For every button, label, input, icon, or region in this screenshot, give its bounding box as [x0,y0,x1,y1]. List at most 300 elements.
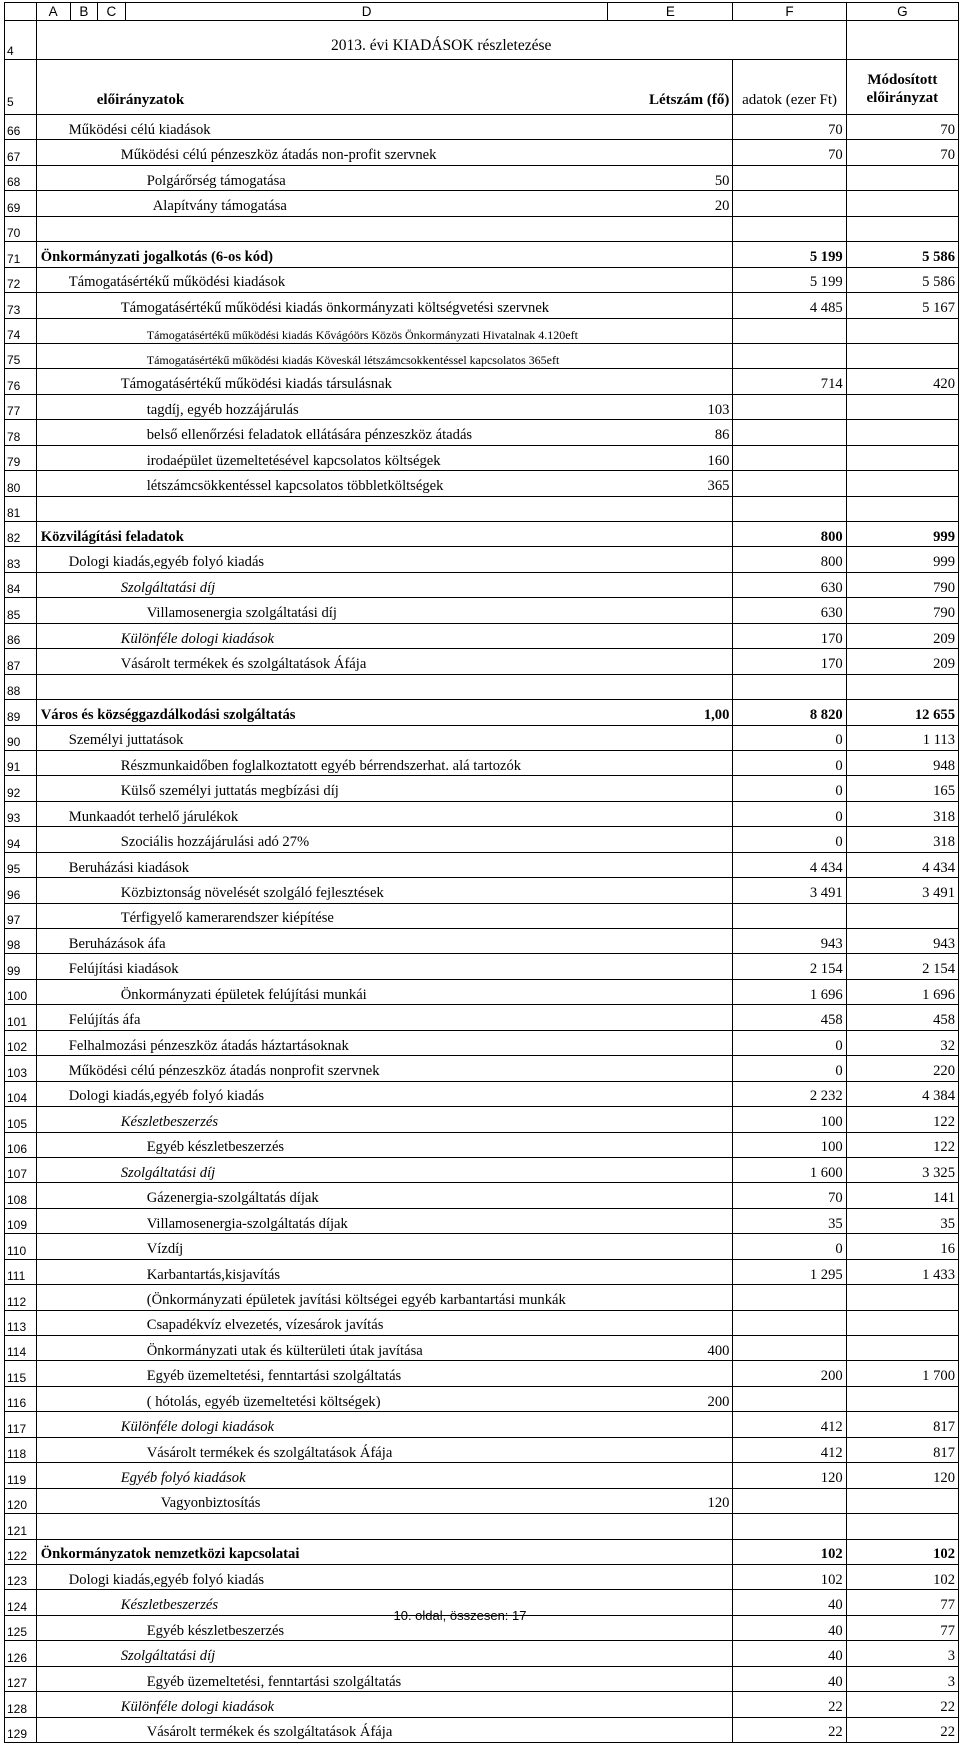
cell-adatok[interactable]: 1 600 [733,1157,846,1182]
cell-adatok[interactable] [733,1514,846,1539]
row-label[interactable]: ( hótolás, egyéb üzemeltetési költségek) [36,1386,608,1411]
cell-letszam[interactable] [608,598,733,623]
row-number[interactable]: 111 [5,1259,37,1284]
row-label[interactable]: Dologi kiadás,egyéb folyó kiadás [36,1081,608,1106]
cell-adatok[interactable]: 0 [733,827,846,852]
row-number[interactable]: 70 [5,216,37,241]
row-number[interactable]: 4 [5,21,37,60]
cell-adatok[interactable]: 5 199 [733,267,846,292]
cell-adatok[interactable]: 40 [733,1615,846,1640]
row-label[interactable]: Munkaadót terhelő járulékok [36,801,608,826]
row-label[interactable]: Készletbeszerzés [36,1590,608,1615]
cell-adatok[interactable]: 0 [733,1030,846,1055]
cell-modositott[interactable] [846,216,958,241]
cell-adatok[interactable]: 458 [733,1005,846,1030]
row-label[interactable]: Önkormányzati épületek felújítási munkái [36,979,608,1004]
cell-letszam[interactable] [608,1081,733,1106]
row-number[interactable]: 102 [5,1030,37,1055]
cell-letszam[interactable] [608,903,733,928]
row-number[interactable]: 117 [5,1412,37,1437]
cell-letszam[interactable] [608,216,733,241]
cell-modositott[interactable]: 102 [846,1564,958,1589]
row-number[interactable]: 114 [5,1336,37,1361]
cell-modositott[interactable]: 5 586 [846,267,958,292]
row-label[interactable]: Személyi juttatások [36,725,608,750]
row-label[interactable]: Önkormányzati utak és külterületi útak javítása [36,1336,608,1361]
row-number[interactable]: 81 [5,496,37,521]
row-label[interactable]: Egyéb folyó kiadások [36,1463,608,1488]
cell-letszam[interactable]: 20 [608,191,733,216]
row-label[interactable]: Támogatásértékű működési kiadás önkormányzati költségvetési szervnek [36,293,608,318]
row-label[interactable]: Szolgáltatási díj [36,572,608,597]
row-label[interactable]: Önkormányzatok nemzetközi kapcsolatai [36,1539,608,1564]
row-number[interactable]: 73 [5,293,37,318]
cell-letszam[interactable] [608,242,733,267]
cell-adatok[interactable]: 800 [733,522,846,547]
cell-modositott[interactable]: 948 [846,750,958,775]
cell-adatok[interactable] [733,394,846,419]
cell-modositott[interactable]: 70 [846,115,958,140]
cell-letszam[interactable] [608,1717,733,1742]
cell-adatok[interactable]: 102 [733,1539,846,1564]
row-label[interactable]: Működési célú pénzeszköz átadás non-profit szervnek [36,140,608,165]
row-label[interactable]: Felújítás áfa [36,1005,608,1030]
cell-letszam[interactable] [608,1437,733,1462]
row-label[interactable]: Alapítvány támogatása [36,191,608,216]
cell-letszam[interactable] [608,1514,733,1539]
cell-modositott[interactable]: 318 [846,801,958,826]
row-label[interactable]: (Önkormányzati épületek javítási költségei egyéb karbantartási munkák [36,1285,608,1310]
cell-modositott[interactable]: 35 [846,1208,958,1233]
row-number[interactable]: 96 [5,878,37,903]
row-number[interactable]: 80 [5,471,37,496]
cell-letszam[interactable] [608,140,733,165]
cell-letszam[interactable] [608,572,733,597]
row-label[interactable]: tagdíj, egyéb hozzájárulás [36,394,608,419]
cell-modositott[interactable]: 5 167 [846,293,958,318]
cell-adatok[interactable]: 0 [733,1234,846,1259]
row-number[interactable]: 101 [5,1005,37,1030]
row-number[interactable]: 122 [5,1539,37,1564]
cell-modositott[interactable] [846,1336,958,1361]
cell-modositott[interactable]: 22 [846,1692,958,1717]
cell-letszam[interactable] [608,522,733,547]
cell-adatok[interactable] [733,318,846,343]
cell-modositott[interactable]: 790 [846,598,958,623]
cell-modositott[interactable]: 102 [846,1539,958,1564]
row-number[interactable]: 67 [5,140,37,165]
row-label[interactable]: Önkormányzati jogalkotás (6-os kód) [36,242,608,267]
cell-modositott[interactable] [846,1514,958,1539]
cell-letszam[interactable] [608,1361,733,1386]
column-header-a[interactable]: A [36,3,70,21]
cell-letszam[interactable]: 1,00 [608,700,733,725]
cell-modositott[interactable]: 3 491 [846,878,958,903]
row-label[interactable]: Támogatásértékű működési kiadás társulásnak [36,369,608,394]
cell-adatok[interactable]: 714 [733,369,846,394]
row-label[interactable]: Különféle dologi kiadások [36,1412,608,1437]
cell-adatok[interactable]: 22 [733,1692,846,1717]
row-number[interactable]: 121 [5,1514,37,1539]
cell-adatok[interactable] [733,420,846,445]
cell-adatok[interactable]: 630 [733,598,846,623]
cell-letszam[interactable]: 120 [608,1488,733,1513]
cell-adatok[interactable] [733,471,846,496]
row-label[interactable] [36,216,608,241]
cell-modositott[interactable] [846,445,958,470]
row-number[interactable]: 82 [5,522,37,547]
cell-letszam[interactable]: 103 [608,394,733,419]
cell-letszam[interactable] [608,293,733,318]
cell-adatok[interactable]: 8 820 [733,700,846,725]
row-label[interactable]: Külső személyi juttatás megbízási díj [36,776,608,801]
cell-letszam[interactable]: 50 [608,165,733,190]
cell-modositott[interactable]: 4 434 [846,852,958,877]
row-number[interactable]: 124 [5,1590,37,1615]
cell-adatok[interactable]: 5 199 [733,242,846,267]
cell-letszam[interactable]: 86 [608,420,733,445]
cell-adatok[interactable]: 2 232 [733,1081,846,1106]
cell-letszam[interactable]: 200 [608,1386,733,1411]
cell-letszam[interactable] [608,827,733,852]
cell-modositott[interactable]: 5 586 [846,242,958,267]
cell-modositott[interactable] [846,394,958,419]
cell-adatok[interactable]: 1 295 [733,1259,846,1284]
row-number[interactable]: 71 [5,242,37,267]
row-label[interactable]: Egyéb készletbeszerzés [36,1132,608,1157]
row-number[interactable]: 87 [5,649,37,674]
cell-adatok[interactable]: 70 [733,1183,846,1208]
cell-modositott[interactable] [846,318,958,343]
row-label[interactable]: Villamosenergia-szolgáltatás díjak [36,1208,608,1233]
cell-letszam[interactable] [608,1463,733,1488]
row-label[interactable]: Dologi kiadás,egyéb folyó kiadás [36,1564,608,1589]
row-label[interactable]: Szociális hozzájárulási adó 27% [36,827,608,852]
cell-modositott[interactable]: 12 655 [846,700,958,725]
cell-letszam[interactable] [608,1412,733,1437]
column-header-g[interactable]: G [846,3,958,21]
row-number[interactable]: 79 [5,445,37,470]
cell-modositott[interactable]: 943 [846,929,958,954]
cell-adatok[interactable]: 70 [733,115,846,140]
cell-letszam[interactable] [608,1641,733,1666]
row-number[interactable]: 93 [5,801,37,826]
row-label[interactable]: Különféle dologi kiadások [36,623,608,648]
row-number[interactable]: 128 [5,1692,37,1717]
cell-adatok[interactable]: 40 [733,1590,846,1615]
cell-adatok[interactable]: 4 485 [733,293,846,318]
cell-modositott[interactable] [846,496,958,521]
cell-letszam[interactable] [608,1056,733,1081]
row-number[interactable]: 88 [5,674,37,699]
row-label[interactable]: Támogatásértékű működési kiadások [36,267,608,292]
row-label[interactable]: Támogatásértékű működési kiadás Köveskál létszámcsokkentéssel kapcsolatos 365eft [36,343,608,368]
cell-adatok[interactable]: 70 [733,140,846,165]
row-label[interactable]: Gázenergia-szolgáltatás díjak [36,1183,608,1208]
column-header-e[interactable]: E [608,3,733,21]
cell-modositott[interactable]: 458 [846,1005,958,1030]
cell-adatok[interactable]: 4 434 [733,852,846,877]
cell-modositott[interactable] [846,1310,958,1335]
cell-modositott[interactable]: 3 [846,1641,958,1666]
row-number[interactable]: 109 [5,1208,37,1233]
cell-letszam[interactable] [608,115,733,140]
row-label[interactable]: Támogatásértékű működési kiadás Kővágóörs Közös Önkormányzati Hivatalnak 4.120eft [36,318,608,343]
cell-letszam[interactable] [608,1132,733,1157]
row-label[interactable] [36,496,608,521]
row-label[interactable]: Közbiztonság növelését szolgáló fejlesztések [36,878,608,903]
cell-adatok[interactable] [733,1386,846,1411]
cell-adatok[interactable]: 102 [733,1564,846,1589]
cell-modositott[interactable]: 1 433 [846,1259,958,1284]
row-number[interactable]: 89 [5,700,37,725]
row-number[interactable]: 68 [5,165,37,190]
cell-modositott[interactable]: 1 113 [846,725,958,750]
cell-adatok[interactable]: 40 [733,1641,846,1666]
cell-modositott[interactable]: 141 [846,1183,958,1208]
cell-letszam[interactable] [608,878,733,903]
cell-letszam[interactable] [608,674,733,699]
cell-modositott[interactable] [846,1488,958,1513]
column-header-d[interactable]: D [125,3,608,21]
row-label[interactable]: Működési célú pénzeszköz átadás nonprofit szervnek [36,1056,608,1081]
row-label[interactable]: Beruházási kiadások [36,852,608,877]
row-number[interactable]: 115 [5,1361,37,1386]
row-label[interactable]: Készletbeszerzés [36,1107,608,1132]
cell-modositott[interactable]: 77 [846,1615,958,1640]
cell-modositott[interactable]: 122 [846,1132,958,1157]
cell-letszam[interactable] [608,496,733,521]
cell-modositott[interactable]: 1 696 [846,979,958,1004]
cell-letszam[interactable] [608,1692,733,1717]
row-number[interactable]: 92 [5,776,37,801]
cell-adatok[interactable]: 200 [733,1361,846,1386]
row-number[interactable]: 123 [5,1564,37,1589]
cell-letszam[interactable] [608,267,733,292]
row-number[interactable]: 107 [5,1157,37,1182]
cell-modositott[interactable]: 32 [846,1030,958,1055]
row-label[interactable]: Vásárolt termékek és szolgáltatások Áfája [36,1717,608,1742]
row-number[interactable]: 97 [5,903,37,928]
cell-modositott[interactable] [846,420,958,445]
row-number[interactable]: 125 [5,1615,37,1640]
cell-modositott[interactable]: 790 [846,572,958,597]
row-label[interactable]: Város és községgazdálkodási szolgáltatás [36,700,608,725]
row-number[interactable]: 118 [5,1437,37,1462]
row-number[interactable]: 100 [5,979,37,1004]
cell-modositott[interactable]: 120 [846,1463,958,1488]
cell-modositott[interactable]: 999 [846,522,958,547]
cell-letszam[interactable] [608,776,733,801]
cell-letszam[interactable] [608,343,733,368]
column-header-f[interactable]: F [733,3,846,21]
cell-modositott[interactable]: 999 [846,547,958,572]
cell-modositott[interactable]: 420 [846,369,958,394]
row-number[interactable]: 75 [5,343,37,368]
cell-modositott[interactable]: 16 [846,1234,958,1259]
row-number[interactable]: 91 [5,750,37,775]
row-number[interactable]: 74 [5,318,37,343]
cell-letszam[interactable] [608,1030,733,1055]
cell-modositott[interactable]: 817 [846,1437,958,1462]
cell-letszam[interactable] [608,318,733,343]
row-label[interactable]: Egyéb üzemeltetési, fenntartási szolgáltatás [36,1361,608,1386]
cell-modositott[interactable] [846,165,958,190]
cell-letszam[interactable] [608,1005,733,1030]
row-number[interactable]: 83 [5,547,37,572]
cell-modositott[interactable] [846,1285,958,1310]
cell-adatok[interactable] [733,1310,846,1335]
cell-adatok[interactable]: 800 [733,547,846,572]
cell-modositott[interactable]: 165 [846,776,958,801]
cell-adatok[interactable]: 35 [733,1208,846,1233]
row-label[interactable]: Beruházások áfa [36,929,608,954]
row-number[interactable]: 5 [5,60,37,115]
cell-letszam[interactable] [608,1666,733,1691]
cell-adatok[interactable]: 412 [733,1437,846,1462]
row-label[interactable]: Felújítási kiadások [36,954,608,979]
cell-adatok[interactable]: 412 [733,1412,846,1437]
cell-adatok[interactable] [733,674,846,699]
cell-modositott[interactable]: 70 [846,140,958,165]
row-number[interactable]: 129 [5,1717,37,1742]
row-label[interactable]: Vízdíj [36,1234,608,1259]
cell-letszam[interactable] [608,954,733,979]
row-label[interactable]: Csapadékvíz elvezetés, vízesárok javítás [36,1310,608,1335]
row-label[interactable]: Különféle dologi kiadások [36,1692,608,1717]
row-number[interactable]: 110 [5,1234,37,1259]
row-label[interactable]: Vagyonbiztosítás [36,1488,608,1513]
cell-modositott[interactable] [846,343,958,368]
row-number[interactable]: 90 [5,725,37,750]
cell-modositott[interactable]: 3 325 [846,1157,958,1182]
cell-letszam[interactable] [608,929,733,954]
cell-letszam[interactable] [608,547,733,572]
row-label[interactable]: Vásárolt termékek és szolgáltatások Áfája [36,649,608,674]
row-label[interactable]: Részmunkaidőben foglalkoztatott egyéb bérrendszerhat. alá tartozók [36,750,608,775]
cell-adatok[interactable]: 0 [733,776,846,801]
cell-letszam[interactable] [608,1183,733,1208]
row-number[interactable]: 86 [5,623,37,648]
cell-adatok[interactable]: 22 [733,1717,846,1742]
cell-letszam[interactable] [608,1259,733,1284]
row-label[interactable]: belső ellenőrzési feladatok ellátására pénzeszköz átadás [36,420,608,445]
cell-letszam[interactable] [608,801,733,826]
cell-adatok[interactable]: 0 [733,750,846,775]
row-label[interactable]: Szolgáltatási díj [36,1641,608,1666]
row-label[interactable]: létszámcsökkentéssel kapcsolatos többletköltségek [36,471,608,496]
cell-adatok[interactable]: 630 [733,572,846,597]
row-label[interactable]: Egyéb készletbeszerzés [36,1615,608,1640]
cell-modositott[interactable] [846,1386,958,1411]
row-number[interactable]: 113 [5,1310,37,1335]
row-number[interactable]: 119 [5,1463,37,1488]
row-number[interactable]: 105 [5,1107,37,1132]
row-label[interactable]: Működési célú kiadások [36,115,608,140]
cell-modositott[interactable]: 77 [846,1590,958,1615]
row-label[interactable]: Villamosenergia szolgáltatási díj [36,598,608,623]
cell-adatok[interactable]: 120 [733,1463,846,1488]
cell-g[interactable] [846,21,958,60]
row-number[interactable]: 84 [5,572,37,597]
row-label[interactable]: Karbantartás,kisjavítás [36,1259,608,1284]
row-number[interactable]: 69 [5,191,37,216]
row-label[interactable]: Térfigyelő kamerarendszer kiépítése [36,903,608,928]
row-label[interactable]: Vásárolt termékek és szolgáltatások Áfája [36,1437,608,1462]
cell-letszam[interactable]: 160 [608,445,733,470]
cell-adatok[interactable] [733,165,846,190]
row-number[interactable]: 78 [5,420,37,445]
cell-letszam[interactable]: 365 [608,471,733,496]
cell-adatok[interactable]: 40 [733,1666,846,1691]
row-number[interactable]: 106 [5,1132,37,1157]
cell-modositott[interactable]: 22 [846,1717,958,1742]
cell-modositott[interactable] [846,674,958,699]
cell-letszam[interactable] [608,1208,733,1233]
row-number[interactable]: 98 [5,929,37,954]
cell-adatok[interactable] [733,903,846,928]
cell-modositott[interactable]: 1 700 [846,1361,958,1386]
row-label[interactable]: Közvilágítási feladatok [36,522,608,547]
row-label[interactable]: Felhalmozási pénzeszköz átadás háztartásoknak [36,1030,608,1055]
cell-adatok[interactable] [733,445,846,470]
row-label[interactable]: Szolgáltatási díj [36,1157,608,1182]
cell-letszam[interactable] [608,750,733,775]
cell-adatok[interactable]: 170 [733,649,846,674]
cell-adatok[interactable]: 1 696 [733,979,846,1004]
cell-letszam[interactable] [608,1564,733,1589]
row-label[interactable]: Dologi kiadás,egyéb folyó kiadás [36,547,608,572]
row-label[interactable]: Polgárőrség támogatása [36,165,608,190]
cell-letszam[interactable] [608,1157,733,1182]
row-number[interactable]: 99 [5,954,37,979]
cell-modositott[interactable] [846,471,958,496]
cell-modositott[interactable] [846,903,958,928]
corner-cell[interactable] [5,3,37,21]
row-number[interactable]: 104 [5,1081,37,1106]
cell-modositott[interactable]: 817 [846,1412,958,1437]
cell-adatok[interactable]: 0 [733,1056,846,1081]
row-number[interactable]: 72 [5,267,37,292]
cell-adatok[interactable] [733,1488,846,1513]
cell-adatok[interactable] [733,496,846,521]
row-label[interactable] [36,1514,608,1539]
cell-letszam[interactable] [608,369,733,394]
cell-modositott[interactable]: 3 [846,1666,958,1691]
cell-adatok[interactable]: 100 [733,1107,846,1132]
cell-adatok[interactable] [733,191,846,216]
row-number[interactable]: 95 [5,852,37,877]
row-number[interactable]: 127 [5,1666,37,1691]
cell-letszam[interactable] [608,852,733,877]
cell-letszam[interactable] [608,1285,733,1310]
cell-adatok[interactable]: 3 491 [733,878,846,903]
cell-letszam[interactable] [608,725,733,750]
cell-modositott[interactable]: 4 384 [846,1081,958,1106]
cell-adatok[interactable]: 170 [733,623,846,648]
column-header-b[interactable]: B [70,3,98,21]
row-label[interactable]: Egyéb üzemeltetési, fenntartási szolgáltatás [36,1666,608,1691]
column-header-c[interactable]: C [98,3,126,21]
row-number[interactable]: 103 [5,1056,37,1081]
cell-modositott[interactable]: 220 [846,1056,958,1081]
cell-adatok[interactable] [733,343,846,368]
cell-letszam[interactable] [608,1310,733,1335]
cell-modositott[interactable]: 122 [846,1107,958,1132]
row-number[interactable]: 126 [5,1641,37,1666]
cell-adatok[interactable] [733,1336,846,1361]
cell-adatok[interactable]: 0 [733,801,846,826]
